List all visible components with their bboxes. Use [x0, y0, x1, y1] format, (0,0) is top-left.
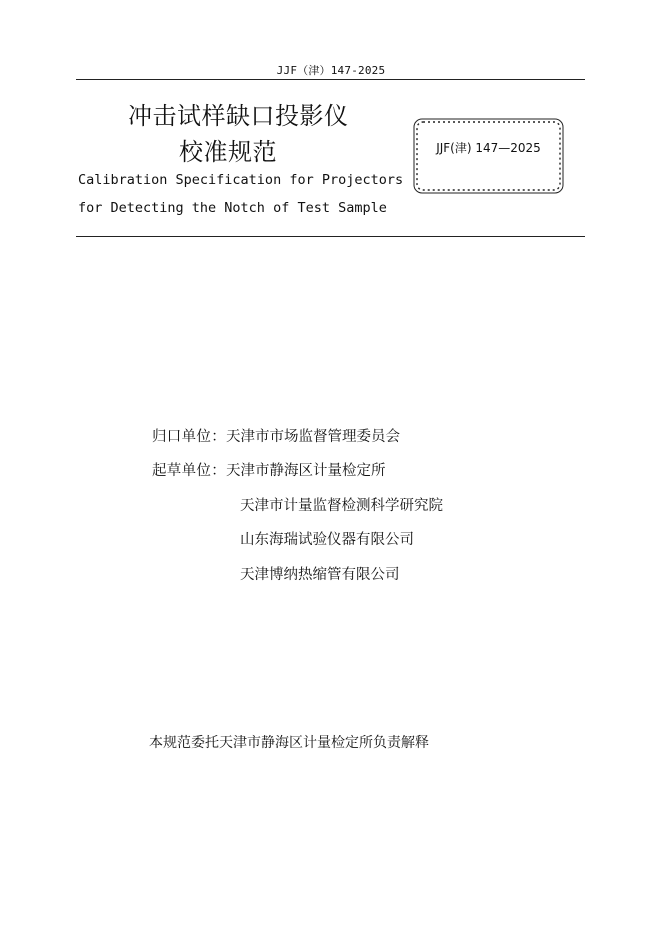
drafting-unit-label: 起草单位：	[152, 463, 226, 479]
drafting-unit-2: 天津市计量监督检测科学研究院	[240, 498, 443, 514]
title-english-line2: for Detecting the Notch of Test Sample	[78, 200, 387, 216]
top-divider	[76, 79, 585, 80]
responsible-unit-value: 天津市市场监督管理委员会	[226, 429, 400, 445]
bottom-divider	[76, 236, 585, 237]
title-chinese-line1: 冲击试样缺口投影仪	[128, 102, 349, 130]
drafting-unit-1: 天津市静海区计量检定所	[226, 463, 386, 479]
drafting-unit-3: 山东海瑞试验仪器有限公司	[240, 532, 414, 548]
title-chinese-line2: 校准规范	[179, 138, 277, 166]
interpretation-note: 本规范委托天津市静海区计量检定所负责解释	[149, 735, 429, 751]
drafting-unit-row	[152, 459, 386, 480]
stamp-border-decoration	[411, 116, 566, 196]
responsible-unit-label: 归口单位：	[152, 429, 226, 445]
drafting-unit-4: 天津博纳热缩管有限公司	[240, 567, 400, 583]
standard-code-stamp	[411, 116, 566, 196]
header-standard-code: JJF（津）147-2025	[276, 64, 386, 77]
stamp-code-text: JJF(津) 147—2025	[436, 141, 541, 155]
responsible-unit-row	[152, 425, 400, 446]
title-english-line1: Calibration Specification for Projectors	[78, 172, 404, 188]
